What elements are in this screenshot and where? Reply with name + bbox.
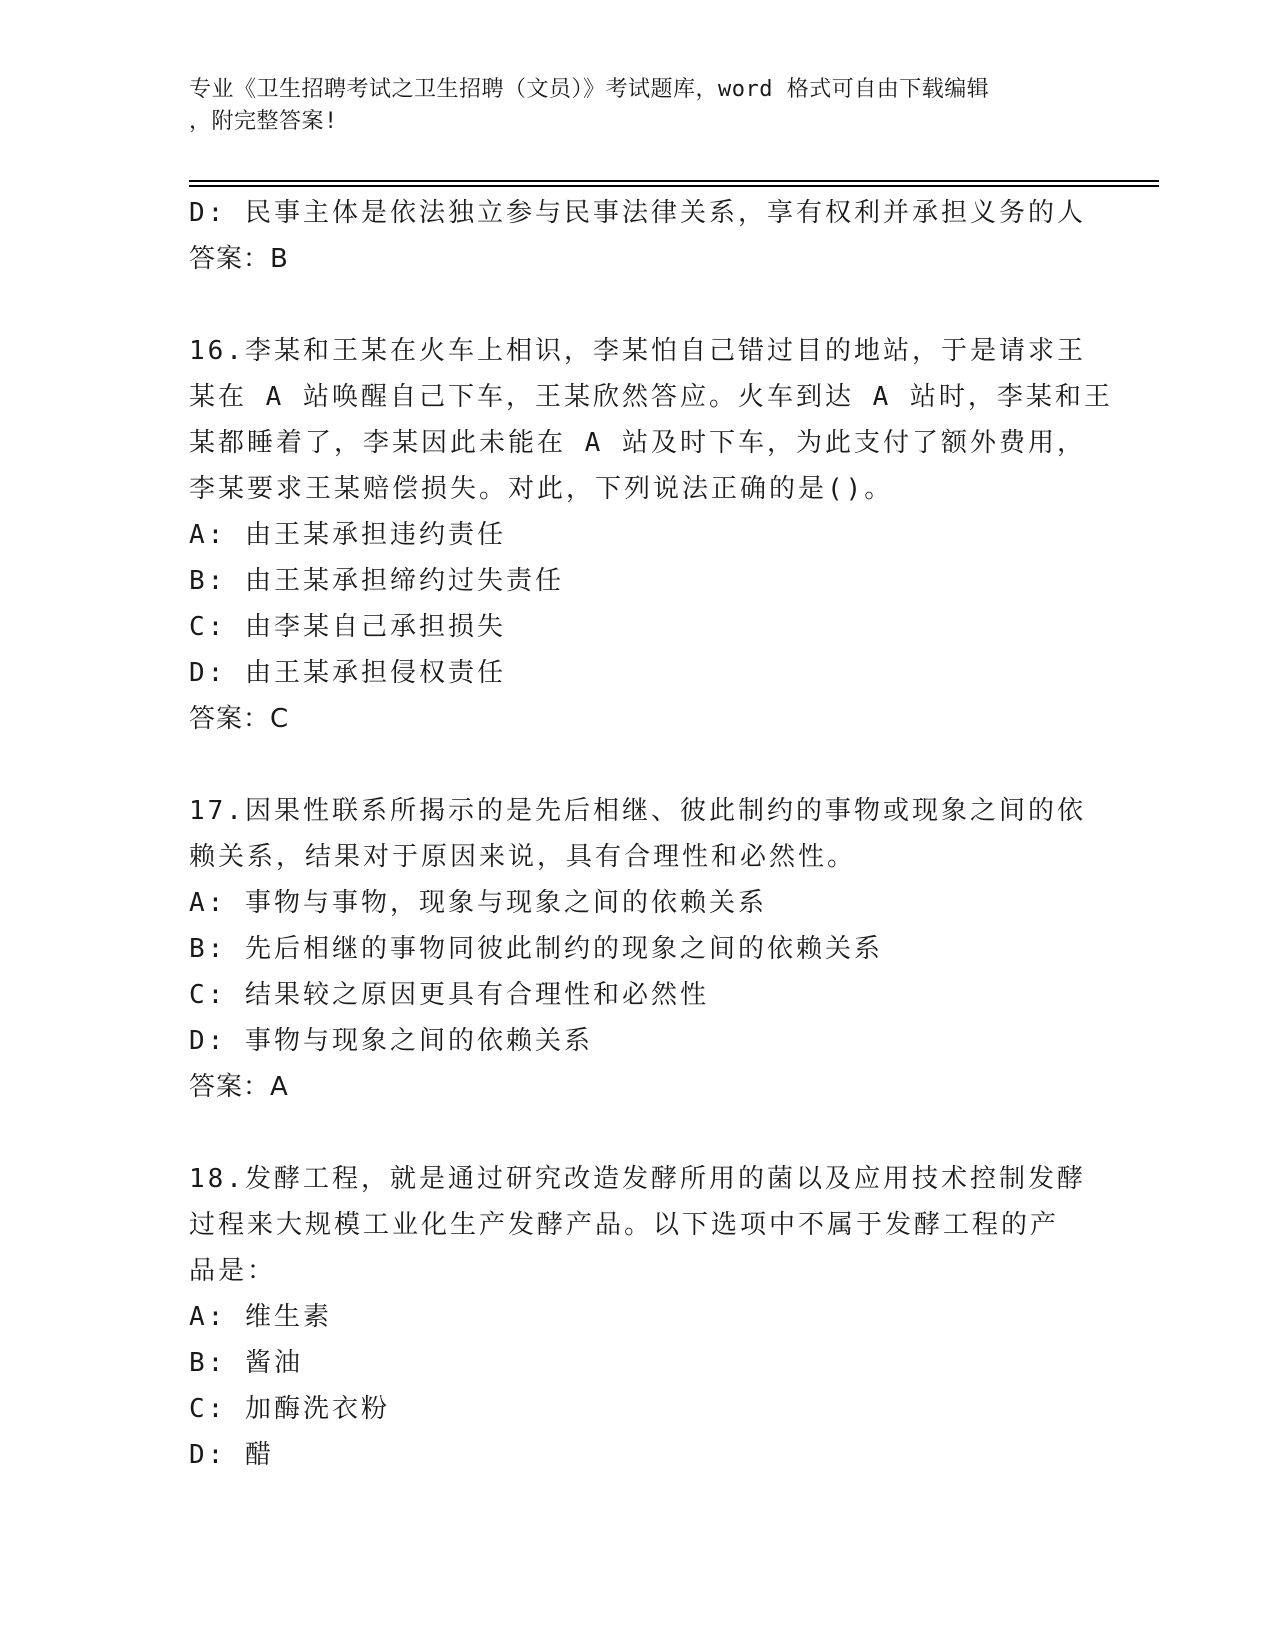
q17-answer: 答案：A <box>189 1072 289 1102</box>
q16-stem-line: 16.李某和王某在火车上相识，李某怕自己错过目的地站，于是请求王 <box>189 336 1086 366</box>
q16-option-b: B: 由王某承担缔约过失责任 <box>189 566 564 596</box>
q18-option-d: D: 醋 <box>189 1440 274 1470</box>
q16-stem-line: 李某要求王某赔偿损失。对此，下列说法正确的是()。 <box>189 474 894 504</box>
q16-stem-line: 某都睡着了，李某因此未能在 A 站及时下车，为此支付了额外费用， <box>189 428 1086 458</box>
q17-stem-line: 17.因果性联系所揭示的是先后相继、彼此制约的事物或现象之间的依 <box>189 796 1086 826</box>
header-divider-top <box>189 180 1159 182</box>
q16-option-c: C: 由李某自己承担损失 <box>189 612 506 642</box>
q16-option-a: A: 由王某承担违约责任 <box>189 520 506 550</box>
q17-option-c: C: 结果较之原因更具有合理性和必然性 <box>189 980 709 1010</box>
header-divider-bottom <box>189 185 1159 187</box>
q18-stem-line: 品是： <box>189 1256 277 1286</box>
q16-option-d: D: 由王某承担侵权责任 <box>189 658 506 688</box>
q17-stem-line: 赖关系，结果对于原因来说，具有合理性和必然性。 <box>189 842 857 872</box>
q18-option-b: B: 酱油 <box>189 1348 303 1378</box>
q16-answer: 答案：C <box>189 704 290 734</box>
q17-option-a: A: 事物与事物，现象与现象之间的依赖关系 <box>189 888 767 918</box>
question-17 <box>189 788 1089 1110</box>
q15-option-d: D: 民事主体是依法独立参与民事法律关系，享有权利并承担义务的人 <box>189 198 1086 228</box>
q18-stem-line: 18.发酵工程，就是通过研究改造发酵所用的菌以及应用技术控制发酵 <box>189 1164 1086 1194</box>
q16-stem-line: 某在 A 站唤醒自己下车，王某欣然答应。火车到达 A 站时，李某和王 <box>189 382 1113 412</box>
question-18 <box>189 1156 1089 1478</box>
q17-option-b: B: 先后相继的事物同彼此制约的现象之间的依赖关系 <box>189 934 883 964</box>
document-header <box>189 74 1089 138</box>
question-content <box>189 190 1113 1478</box>
q18-option-c: C: 加酶洗衣粉 <box>189 1394 390 1424</box>
q17-option-d: D: 事物与现象之间的依赖关系 <box>189 1026 593 1056</box>
question-15-tail <box>189 190 1089 282</box>
question-16 <box>189 328 1113 742</box>
header-line-2: ，附完整答案! <box>189 109 338 134</box>
q18-option-a: A: 维生素 <box>189 1302 332 1332</box>
q15-answer: 答案：B <box>189 244 289 274</box>
header-line-1: 专业《卫生招聘考试之卫生招聘（文员）》考试题库，word 格式可自由下载编辑 <box>189 77 990 102</box>
q18-stem-line: 过程来大规模工业化生产发酵产品。以下选项中不属于发酵工程的产 <box>189 1210 1060 1240</box>
